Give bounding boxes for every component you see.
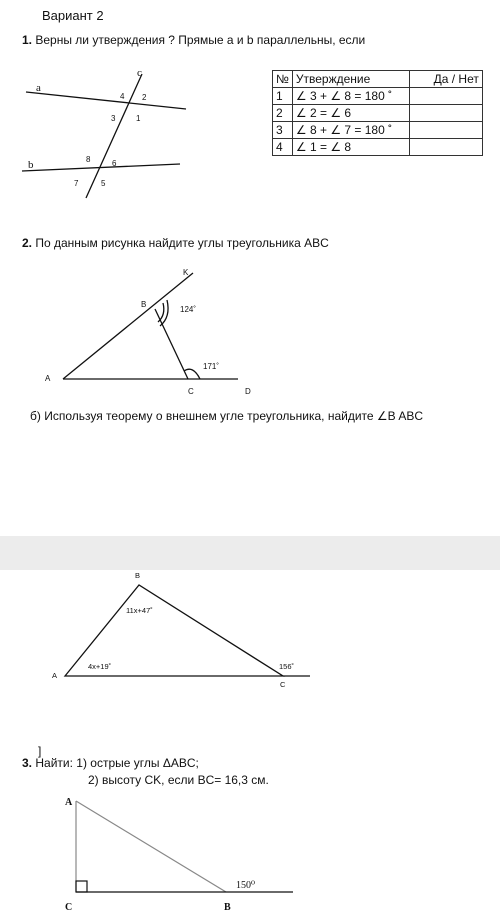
angle-B-expression: 11x+47˚: [126, 606, 153, 615]
right-angle-marker: [76, 881, 87, 892]
label-K: K: [183, 268, 189, 277]
label-C: C: [188, 387, 194, 396]
row-number: 1: [273, 88, 293, 105]
task1-number: 1.: [22, 33, 33, 47]
angle-A-expression: 4x+19˚: [88, 662, 112, 671]
angle-C-value: 156˚: [279, 662, 295, 671]
row-statement: ∠ 8 + ∠ 7 = 180 ˚: [292, 122, 409, 139]
task2-part-b: б) Используя теорему о внешнем угле треугольника, найдите ∠B ABC: [30, 409, 424, 423]
label-B: B: [135, 571, 141, 580]
label-A: A: [52, 671, 58, 680]
col-statement: Утверждение: [292, 71, 409, 88]
task1-question: Верны ли утверждения ? Прямые a и b параллельны, если: [35, 33, 366, 47]
label-b: b: [28, 159, 34, 171]
angle-label-7: 7: [74, 179, 79, 188]
row-number: 2: [273, 105, 293, 122]
hypotenuse-AB: [76, 801, 226, 892]
row-number: 4: [273, 139, 293, 156]
label-C: C: [65, 902, 73, 913]
label-A: A: [65, 797, 73, 808]
angle-label-3: 3: [111, 114, 116, 123]
task3-line2: 2) высоту CK, если BC= 16,3 см.: [88, 773, 269, 787]
label-B: B: [141, 300, 147, 309]
row-number: 3: [273, 122, 293, 139]
row-statement: ∠ 3 + ∠ 8 = 180 ˚: [292, 88, 409, 105]
angle-label-4: 4: [120, 92, 125, 101]
label-a: a: [36, 82, 41, 94]
angle-label-2: 2: [142, 93, 147, 102]
text-cursor: ]: [38, 744, 42, 758]
angle-label-5: 5: [101, 179, 106, 188]
angle-label-6: 6: [112, 159, 117, 168]
label-D: D: [245, 387, 251, 396]
task3-number: 3.: [22, 756, 33, 770]
angle-C-value: 171˚: [203, 362, 220, 371]
task2-number: 2.: [22, 236, 33, 250]
variant-title: Вариант 2: [42, 8, 104, 23]
task2-question: По данным рисунка найдите углы треугольника ABC: [35, 236, 329, 250]
angle-B-value: 124˚: [180, 305, 197, 314]
label-c: c: [137, 67, 142, 79]
col-number: №: [273, 71, 293, 88]
row-statement: ∠ 2 = ∠ 6: [292, 105, 409, 122]
task3-line1: Найти: 1) острые углы ΔABC;: [35, 756, 199, 770]
col-answer: Да / Нет: [409, 71, 482, 88]
label-B: B: [224, 902, 231, 913]
row-statement: ∠ 1 = ∠ 8: [292, 139, 409, 156]
angle-label-8: 8: [86, 155, 91, 164]
angle-value: 150⁰: [236, 880, 256, 891]
angle-label-1: 1: [136, 114, 141, 123]
label-A: A: [45, 374, 51, 383]
label-C: C: [280, 680, 286, 689]
